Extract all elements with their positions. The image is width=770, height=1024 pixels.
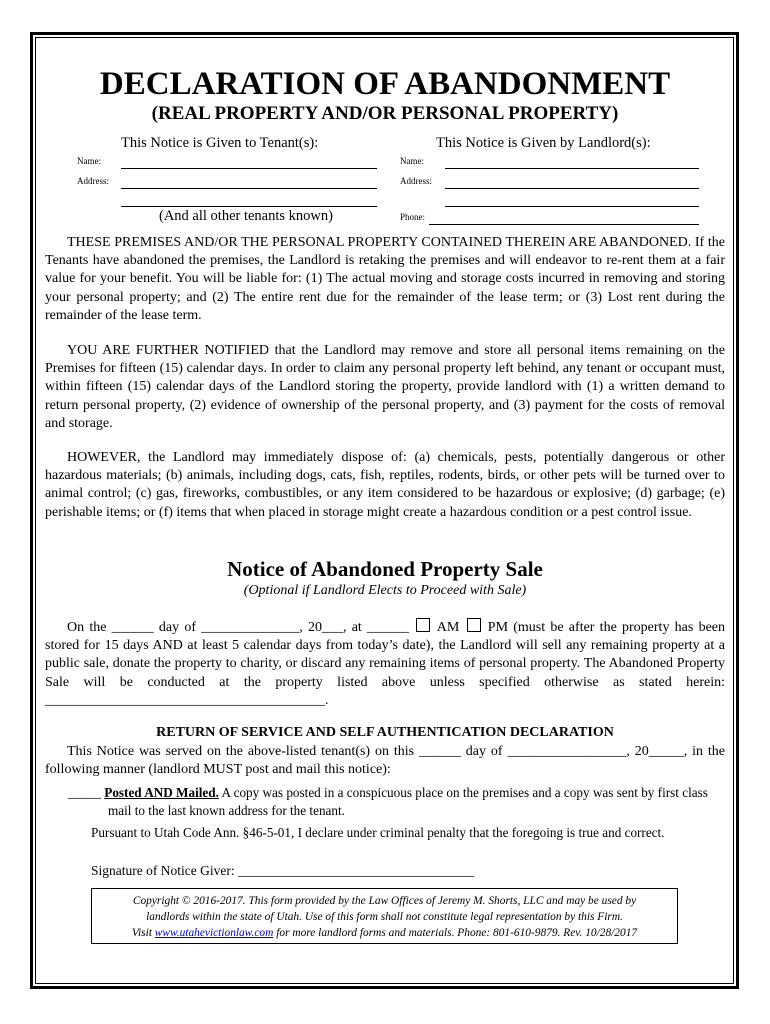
copyright-line-1: Copyright © 2016-2017. This form provided by the Law Offices of Jeremy M. Shorts, LLC and may be used by xyxy=(132,895,637,907)
signature-line[interactable]: Signature of Notice Giver: ___________________________________ xyxy=(91,863,475,878)
sale-paragraph xyxy=(45,618,725,710)
return-heading: RETURN OF SERVICE AND SELF AUTHENTICATION DECLARATION xyxy=(156,725,614,740)
landlord-phone-label: Phone: xyxy=(400,212,426,222)
posted-mailed-option xyxy=(68,784,728,820)
posted-mailed-blank[interactable]: _____ xyxy=(68,785,101,800)
landlord-name-field[interactable] xyxy=(445,168,699,169)
tenant-address-label: Address: xyxy=(77,176,109,186)
tenant-heading: This Notice is Given to Tenant(s): xyxy=(121,135,319,151)
further-notified-paragraph xyxy=(45,342,725,433)
am-label: AM xyxy=(436,620,460,635)
paragraph-text: YOU ARE FURTHER NOTIFIED that the Landlord may remove and store all personal items remaining on the Premises for fifteen (15) calendar days. In order to claim any personal property left behind, any tenant or occupant must, within fifteen (15) calendar days of the Landlord storing the property, provide landlord with (1) a written demand to return personal property, (2) evidence of ownership of the personal property, and (3) payment for the costs of removal and storage. xyxy=(45,343,725,431)
tenant-name-label: Name: xyxy=(77,156,101,166)
abandonment-paragraph xyxy=(45,234,725,325)
document-subtitle: (REAL PROPERTY AND/OR PERSONAL PROPERTY) xyxy=(151,103,619,124)
tenant-name-field[interactable] xyxy=(121,168,377,169)
landlord-phone-field[interactable] xyxy=(429,224,699,225)
landlord-address-field-2[interactable] xyxy=(445,206,699,207)
tenant-address-field-1[interactable] xyxy=(121,188,377,189)
sale-heading: Notice of Abandoned Property Sale xyxy=(227,557,543,581)
landlord-name-label: Name: xyxy=(400,156,424,166)
paragraph-text: HOWEVER, the Landlord may immediately dispose of: (a) chemicals, pests, potentially dangerous or other hazardous materials; (b) animals, including dogs, cats, fish, reptiles, rodents, birds, or other pets will be turned over to animal control; (c) gas, fireworks, combustibles, or any item considered to be hazardous or explosive; (d) garbage; (e) perishable items; or (f) items that when placed in storage might create a hazardous condition or a pest control issue. xyxy=(45,450,725,520)
copyright-box xyxy=(91,888,678,944)
copyright-line-2: landlords within the state of Utah. Use of this form shall not constitute legal representation by this Firm. xyxy=(146,911,623,923)
website-link[interactable]: www.utahevictionlaw.com xyxy=(154,927,274,939)
pm-checkbox[interactable] xyxy=(467,618,481,632)
declaration-statement: Pursuant to Utah Code Ann. §46-5-01, I declare under criminal penalty that the foregoing is true and correct. xyxy=(91,825,665,840)
landlord-heading: This Notice is Given by Landlord(s): xyxy=(436,135,651,151)
landlord-address-field-1[interactable] xyxy=(445,188,699,189)
paragraph-text: This Notice was served on the above-listed tenant(s) on this ______ day of _________________, 20_____, in the following manner (landlord MUST post and mail this notice): xyxy=(45,744,725,778)
tenant-address-field-2[interactable] xyxy=(121,206,377,207)
tenant-others-note: (And all other tenants known) xyxy=(159,208,333,224)
sale-text-start: On the ______ day of ______________, 20___, at ______ xyxy=(67,620,410,635)
sale-text-rest: PM (must be after the property has been stored for 15 days AND at least 5 calendar days from today’s date), the Landlord will sell any remaining property at a public sale, donate the property to charity, or discard any remaining items of personal property. The Abandoned Property Sale will be conducted at the property listed above unless specified otherwise as stated herein: ________________________________________. xyxy=(45,620,725,708)
return-intro xyxy=(45,743,725,779)
visit-text: Visit xyxy=(131,927,152,939)
copyright-line-3 xyxy=(92,925,677,941)
am-checkbox[interactable] xyxy=(416,618,430,632)
paragraph-text: THESE PREMISES AND/OR THE PERSONAL PROPERTY CONTAINED THEREIN ARE ABANDONED. If the Tenants have abandoned the premises, the Landlord is retaking the premises and will endeavor to re-rent them at a fair value for your benefit. You will be liable for: (1) The actual moving and storage costs incurred in removing and storing your personal property; and (2) The entire rent due for the remainder of the lease term; or (3) Lost rent during the remainder of the lease term. xyxy=(45,235,725,323)
posted-mailed-text: A copy was posted in a conspicuous place on the premises and a copy was sent by first class mail to the last known address for the tenant. xyxy=(108,785,708,818)
document-title: DECLARATION OF ABANDONMENT xyxy=(99,66,671,102)
landlord-address-label: Address: xyxy=(400,176,432,186)
copyright-line-3-rest: for more landlord forms and materials. Phone: 801-610-9879. Rev. 10/28/2017 xyxy=(276,927,638,939)
sale-subheading: (Optional if Landlord Elects to Proceed with Sale) xyxy=(243,583,527,598)
however-paragraph xyxy=(45,449,725,522)
posted-mailed-label: Posted AND Mailed. xyxy=(104,785,219,800)
